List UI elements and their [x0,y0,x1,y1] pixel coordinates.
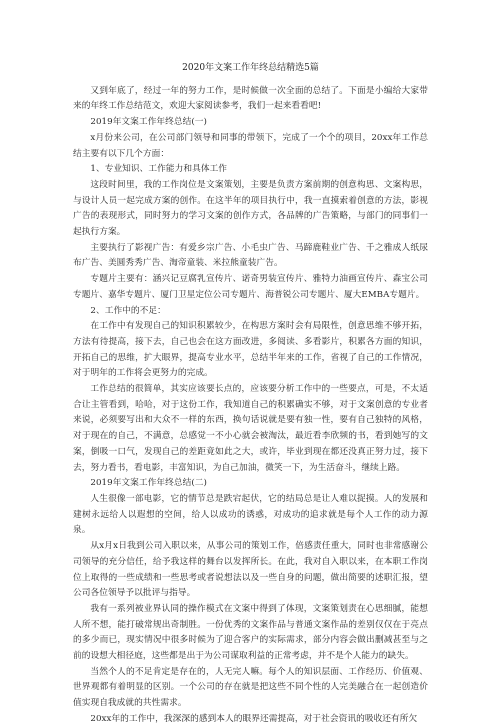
paragraph: 从x月x日我到公司入职以来，从事公司的策划工作，倍感责任重大，同时也非常感谢公司领导的充分信任，给予我这样的舞台以发挥所长。在此，我对自入职以来，在本职工作岗位上取得的一些成绩和一些思考或者说想法以及一些自身的问题，做出简要的述职汇报，望公司各位领导予以批评与指导。 [73,541,428,599]
section-heading-1: 2019年文案工作年终总结(一) [90,117,207,128]
paragraph: 主要执行了影视广告：有爱乡宗广告、小毛虫广告、马蹄鹿鞋业广告、千之雅成人纸尿布广告、美圆秀秀广告、淘帝童装、米拉熊童装广告。 [73,242,428,269]
paragraph: 工作总结的很简单，其实应该要长点的，应该要分析工作中的一些要点，可是，不太适合让主管看到，哈哈，对于这份工作，我知道自己的积累确实不够，对于文案创意的专业者来说，必须要写出和大众不一样的东西，换句话说就是要有独一性，要有自己独特的风格，对于现在的自己，不满意，总感觉一不小心就会被淘汰，最近看李欣频的书，看到她写的文案，倒吸一口气，发现自己的差距竟如此之大，或许，毕业到现在都还没真正努力过，接下去，努力看书，看电影，丰富知识，为自己加油，微笑一下，为生活奋斗，继续上路。 [73,384,428,473]
paragraph-intro: 又到年底了，经过一年的努力工作，是时候做一次全面的总结了。下面是小编给大家带来的年终工作总结范文，欢迎大家阅读参考，我们一起来看看吧! [73,85,428,112]
paragraph: 当然个人的不足肯定是存在的，人无完人嘛。每个人的知识层面、工作经历、价值观、世界观都有着明显的区别。一个公司的存在就是把这些不同个性的人完美融合在一起创造价值实现自我成就的共性需求。 [73,666,428,709]
paragraph: 人生很像一部电影，它的情节总是跌宕起伏，它的结局总是让人难以捉摸。人的发展和建树永远给人以遐想的空间，给人以成功的诱惑，对成功的追求就是每个人工作的动力源泉。 [73,493,428,536]
paragraph: 我有一系列被业界认同的操作模式在文案中得到了体现，文案策划责在心思细腻，能想人所不想，能打破常规出奇制胜。一份优秀的文案作品与普通文案作品的差别仅仅在于亮点的多少而已，现实情况中很多时候为了迎合客户的实际需求，部分内容会做出删减甚至与之前的设想大相径庭，这些都是出于为公司谋取利益的正常考虑，并不是个人能力的缺失。 [73,603,428,662]
paragraph-final: 20xx年的工作中，我深深的感到本人的眼界还需提高，对于社会资讯的吸收还有所欠 [90,713,418,724]
document-title: 2020年文案工作年终总结精选5篇 [182,63,319,73]
paragraph: 专题片主要有：涵兴记豆腐乳宣传片、诺奇男装宣传片、雅特力油画宣传片、森宝公司专题片、嘉华专题片、厦门卫星定位公司专题片、海普锐公司专题片、厦大EMBA专题片。 [73,274,428,300]
paragraph: 这段时间里，我的工作岗位是文案策划，主要是负责方案前期的创意构思、文案构思，与设计人员一起完成方案的创作。在这半年的项目执行中，我一直摸索着创意的方法，影视广告的表现形式，同时努力的学习文案的创作方式，各品牌的广告策略，与部门的同事们一起执行方案。 [73,179,428,238]
section-heading-2: 2019年文案工作年终总结(二) [90,478,207,489]
paragraph: 在工作中有发现自己的知识积累较少，在构思方案时会有局限性，创意思维不够开拓，方法有待提高，接下去，自己也会在这方面改进，多阅读、多看影片，积累各方面的知识，开拓自己的思维，扩大眼界，提高专业水平，总结半年来的工作，省视了自己的工作情况，对于明年的工作将会更努力的完成。 [73,321,428,379]
subheading: 1、专业知识、工作能力和具体工作 [90,164,228,175]
subheading: 2、工作中的不足： [90,305,166,316]
paragraph: x月份来公司，在公司部门领导和同事的带领下，完成了一个个的项目，20xx年工作总结主要有以下几个方面： [73,132,428,159]
